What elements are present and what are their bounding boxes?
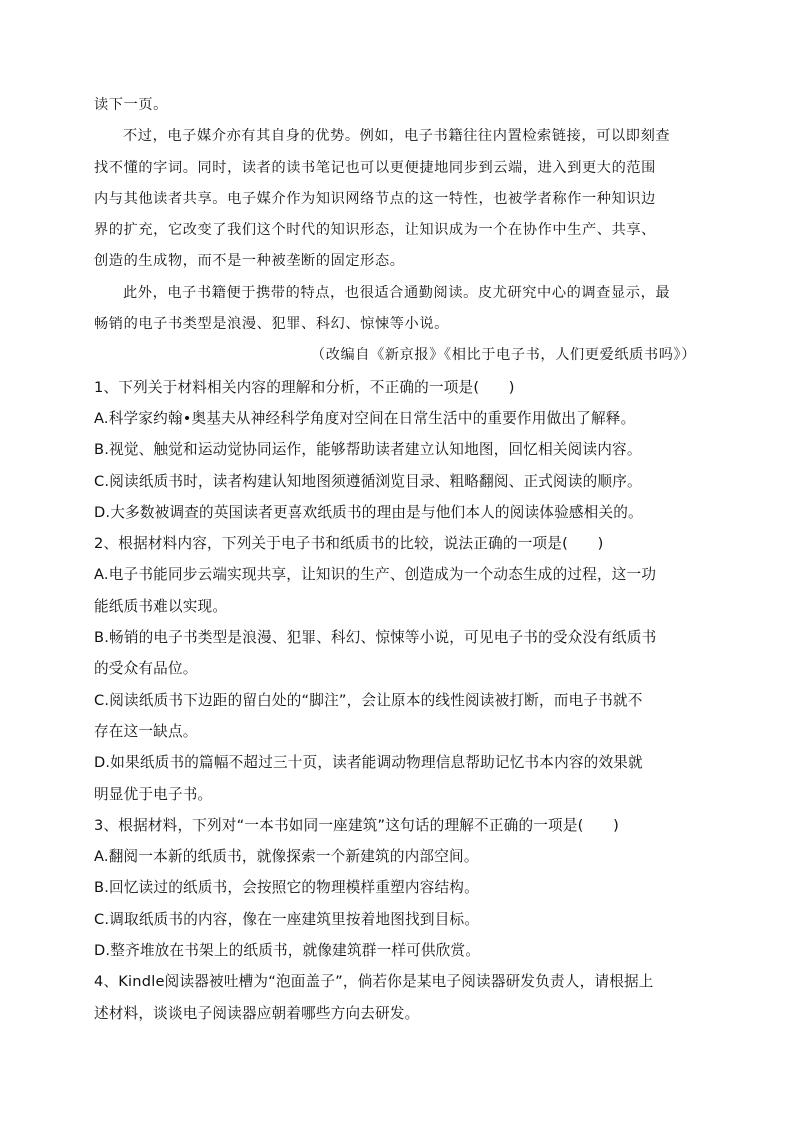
answer-option: D.整齐堆放在书架上的纸质书，就像建筑群一样可供欣赏。: [94, 942, 481, 960]
answer-option: C.阅读纸质书时，读者构建认知地图须遵循浏览目录、粗略翻阅、正式阅读的顺序。: [94, 472, 642, 490]
passage-line: 找不懂的字词。同时，读者的读书笔记也可以更便捷地同步到云端，进入到更大的范围: [94, 159, 656, 176]
passage-line: 此外，电子书籍便于携带的特点，也很适合通勤阅读。皮尤研究中心的调查显示，最: [123, 284, 671, 301]
question-stem: 2、根据材料内容，下列关于电子书和纸质书的比较，说法正确的一项是( ): [94, 535, 604, 553]
answer-option: B.视觉、触觉和运动觉协同运作，能够帮助读者建立认知地图，回忆相关阅读内容。: [94, 441, 642, 459]
passage-line: 畅销的电子书类型是浪漫、犯罪、科幻、惊悚等小说。: [94, 316, 449, 333]
source-citation: （改编自《新京报》《相比于电子书，人们更爱纸质书吗》）: [310, 347, 696, 364]
passage-line: 界的扩充，它改变了我们这个时代的知识形态，让知识成为一个在协作中生产、共享、: [94, 222, 656, 239]
question-stem: 3、根据材料，下列对“一本书如同一座建筑”这句话的理解不正确的一项是( ): [94, 816, 619, 834]
question-stem-continued: 述材料，谈谈电子阅读器应朝着哪些方向去研发。: [94, 1004, 420, 1022]
answer-option-continued: 明显优于电子书。: [94, 785, 213, 803]
answer-option-continued: 存在这一缺点。: [94, 722, 198, 740]
answer-option: A.电子书能同步云端实现共享，让知识的生产、创造成为一个动态生成的过程，这一功: [94, 566, 657, 584]
answer-option: A.翻阅一本新的纸质书，就像探索一个新建筑的内部空间。: [94, 848, 479, 866]
passage-line: 读下一页。: [94, 97, 168, 113]
answer-option: A.科学家约翰•奥基夫从神经科学角度对空间在日常生活中的重要作用做出了解释。: [94, 409, 636, 427]
question-section: [94, 372, 704, 1029]
answer-option: C.调取纸质书的内容，像在一座建筑里按着地图找到目标。: [94, 910, 480, 928]
answer-option: C.阅读纸质书下边距的留白处的“脚注”，会让原本的线性阅读被打断，而电子书就不: [94, 691, 643, 709]
answer-option-continued: 的受众有品位。: [94, 660, 198, 678]
passage-line: 创造的生成物，而不是一种被垄断的固定形态。: [94, 253, 405, 270]
answer-option: B.回忆读过的纸质书，会按照它的物理模样重塑内容结构。: [94, 879, 479, 897]
answer-option: D.如果纸质书的篇幅不超过三十页，读者能调动物理信息帮助记忆书本内容的效果就: [94, 754, 643, 772]
passage-line: 不过，电子媒介亦有其自身的优势。例如，电子书籍往往内置检索链接，可以即刻查: [123, 128, 671, 145]
answer-option: B.畅销的电子书类型是浪漫、犯罪、科幻、惊悚等小说，可见电子书的受众没有纸质书: [94, 629, 657, 647]
question-stem: 4、Kindle阅读器被吐槽为“泡面盖子”，倘若你是某电子阅读器研发负责人，请根据上: [94, 973, 654, 991]
answer-option: D.大多数被调查的英国读者更喜欢纸质书的理由是与他们本人的阅读体验感相关的。: [94, 503, 643, 521]
document-page: [94, 90, 704, 1029]
reading-passage: [94, 90, 704, 372]
passage-line: 内与其他读者共享。电子媒介作为知识网络节点的这一特性，也被学者称作一种知识边: [94, 190, 656, 207]
answer-option-continued: 能纸质书难以实现。: [94, 597, 228, 615]
question-stem: 1、下列关于材料相关内容的理解和分析，不正确的一项是( ): [94, 378, 515, 396]
